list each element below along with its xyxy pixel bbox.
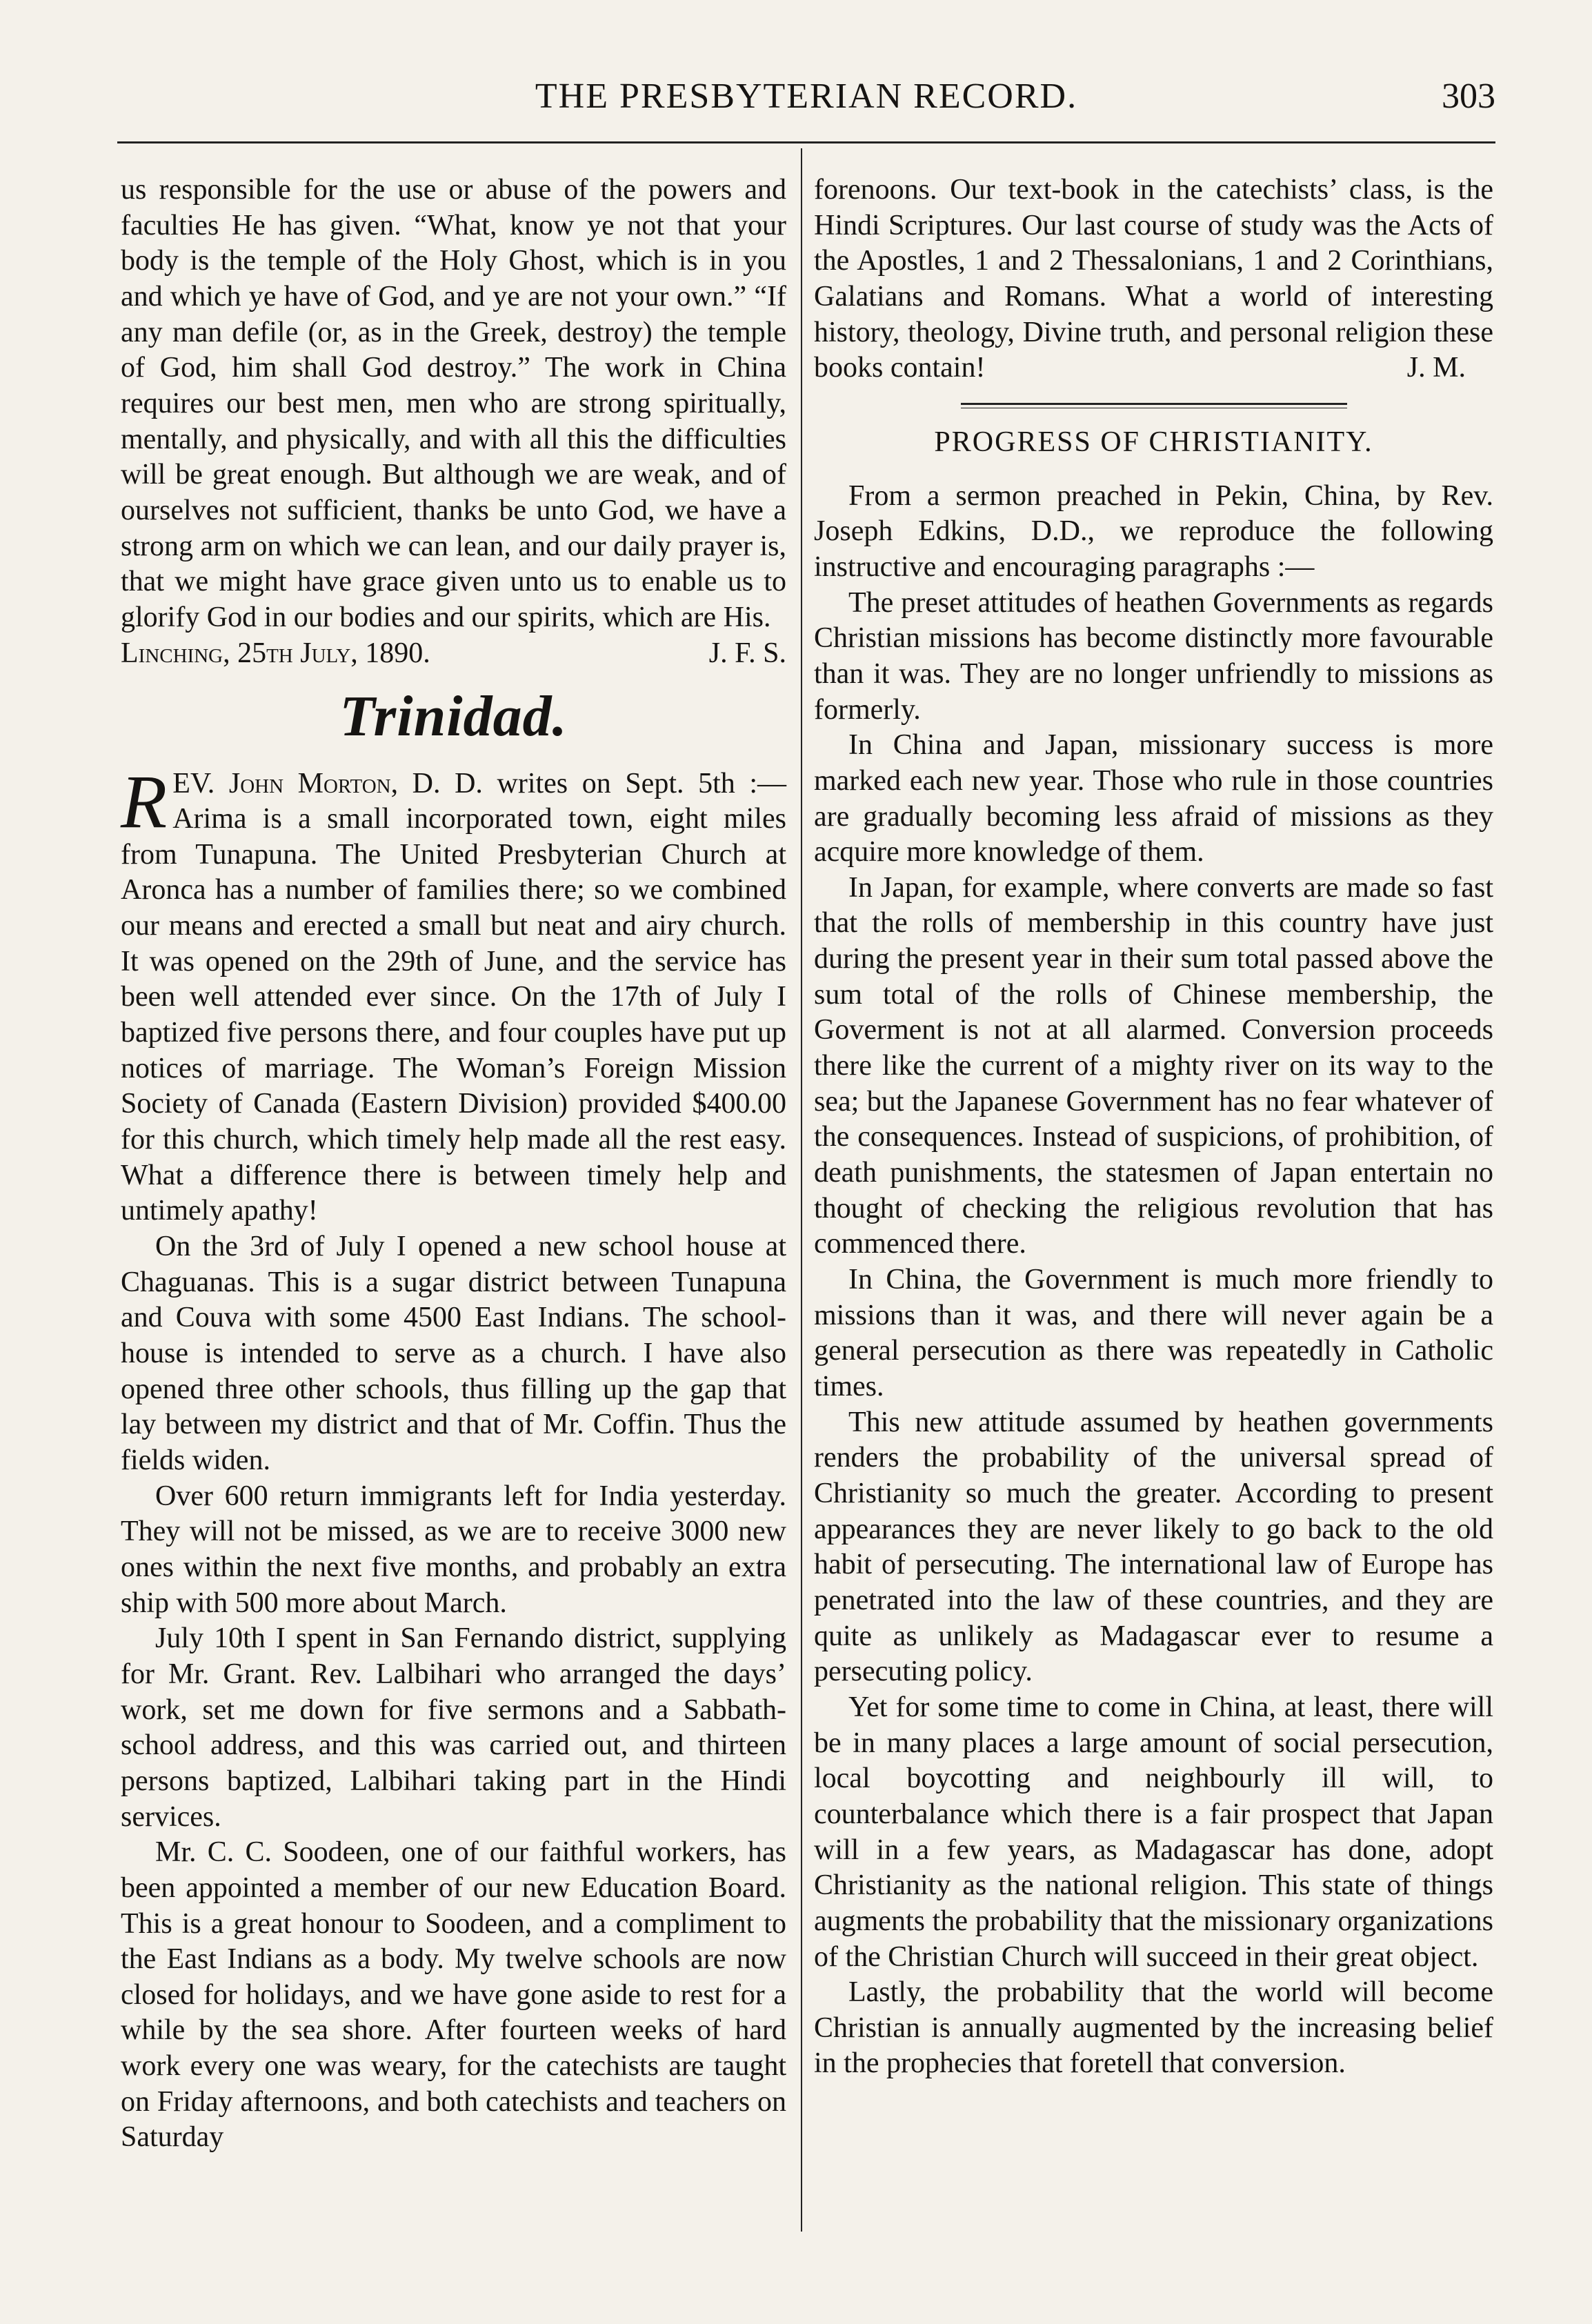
signature-line (121, 636, 786, 672)
right-continued-paragraph (814, 172, 1493, 386)
progress-heading: PROGRESS OF CHRISTIANITY. (934, 426, 1373, 458)
trinidad-author: EV. John Morton, (172, 767, 399, 800)
trinidad-paragraph-3: Over 600 return immigrants left for India yesterday. They will not be missed, as we are to receive 3000 new ones within the next five months, and probably an extra ship with 500 more about March. (121, 1480, 786, 1619)
left-column (121, 172, 786, 2156)
signature-place: Linching, 25th July, 1890. (121, 637, 430, 669)
progress-paragraph-3: In Japan, for example, where converts are made so fast that the rolls of membership in this country have just during the present year in their sum total passed above the sum total of the rolls of Chinese membership, the Goverment is not at all alarmed. Conversion proceeds there like the current of a mighty river on its way to the sea; but the Japanese Government has no fear whatever of the consequences. Instead of suspicions, of prohibition, of death punishments, the statesmen of Japan entertain no thought of checking the religious revolution that has commenced there. (814, 871, 1493, 1260)
right-continued-text: forenoons. Our text-book in the catechists’ class, is the Hindi Scriptures. Our last course of study was the Acts of the Apostles, 1 and 2 Thessalonians, 1 and 2 Corinthians, Galatians and Romans. What a world of interesting history, theology, Divine truth, and personal religion these books contain! (814, 174, 1493, 384)
header-rule (117, 141, 1495, 143)
progress-paragraph-2: In China and Japan, missionary success is more marked each new year. Those who rule in those countries are gradually becoming less afraid of missions as they acquire more knowledge of them. (814, 729, 1493, 868)
trinidad-paragraph-1-text: D. D. writes on Sept. 5th :—Arima is a small incorporated town, eight miles from Tunapuna. The United Presbyterian Church at Aronca has a number of families there; so we combined our means and erected a small but neat and airy church. It was opened on the 29th of June, and the service has been well attended ever since. On the 17th of July I baptized five persons there, and four couples have put up notices of marriage. The Woman’s Foreign Mission Society of Canada (Eastern Division) provided $400.00 for this church, which timely help made all the rest easy. What a difference there is between timely help and untimely apathy! (121, 767, 786, 1227)
page-number: 303 (1442, 77, 1495, 116)
progress-intro: From a sermon preached in Pekin, China, by Rev. Joseph Edkins, D.D., we reproduce the following instructive and encouraging paragraphs :— (814, 479, 1493, 583)
progress-paragraph-5: This new attitude assumed by heathen governments renders the probability of the universal spread of Christianity so much the greater. According to present appearances they are never likely to go back to the old habit of persecuting. The international law of Europe has penetrated into the law of these countries, and they are quite as unlikely as Madagascar ever to resume a persecuting policy. (814, 1406, 1493, 1688)
continued-paragraph: us responsible for the use or abuse of the powers and faculties He has given. “What, know ye not that your body is the temple of the Holy Ghost, which is in you and which ye have of God, and ye are not your own.” “If any man defile (or, as in the Greek, destroy) the temple of God, him shall God destroy.” The work in China requires our best men, men who are strong spiritually, mentally, and physically, and with all this the difficulties will be great enough. But although we are weak, and of ourselves not sufficient, thanks be unto God, we have a strong arm on which we can lean, and our daily prayer is, that we might have grace given unto us to enable us to glorify God in our bodies and our spirits, which are His. (121, 174, 786, 633)
page-header (117, 76, 1495, 131)
right-continued-signature: J. M. (1406, 352, 1466, 384)
progress-paragraph-1: The preset attitudes of heathen Governments as regards Christian missions has become distinctly more favourable than it was. They are no longer unfriendly to missions as formerly. (814, 586, 1493, 726)
trinidad-paragraph-4: July 10th I spent in San Fernando district, supplying for Mr. Grant. Rev. Lalbihari who arranged the days’ work, set me down for five sermons and a Sabbath-school address, and this was carried out, and thirteen persons baptized, Lalbihari taking part in the Hindi services. (121, 1622, 786, 1833)
trinidad-paragraph-2: On the 3rd of July I opened a new school house at Chaguanas. This is a sugar district between Tunapuna and Couva with some 4500 East Indians. The school-house is intended to serve as a church. I have also opened three other schools, thus filling up the gap that lay between my district and that of Mr. Coffin. Thus the fields widen. (121, 1231, 786, 1476)
column-divider (801, 148, 802, 2232)
progress-paragraph-4: In China, the Government is much more friendly to missions than it was, and there will never again be a general persecution as there was repeatedly in Catholic times. (814, 1264, 1493, 1402)
drop-cap: R (121, 759, 168, 844)
journal-title: THE PRESBYTERIAN RECORD. (535, 77, 1078, 116)
trinidad-paragraph-5: Mr. C. C. Soodeen, one of our faithful workers, has been appointed a member of our new Education Board. This is a great honour to Soodeen, and a compliment to the East Indians as a body. My twelve schools are now closed for holidays, and we have gone aside to rest for a while by the sea shore. After fourteen weeks of hard work every one was weary, for the catechists are taught on Friday afternoons, and both catechists and teachers on Saturday (121, 1836, 786, 2154)
signature-initials: J. F. S. (708, 637, 786, 669)
trinidad-heading: Trinidad. (339, 684, 568, 749)
progress-paragraph-6: Yet for some time to come in China, at least, there will be in many places a large amount of social persecution, local boycotting and neighbourly ill will, to counterbalance which there is a fair prospect that Japan will in a few years, as Madagascar has done, adopt Christianity as the national religion. This state of things augments the probability that the missionary organizations of the Christian Church will succeed in their great object. (814, 1691, 1493, 1973)
progress-paragraph-7: Lastly, the probability that the world will become Christian is annually augmented by the increasing belief in the prophecies that foretell that conversion. (814, 1976, 1493, 2080)
trinidad-paragraph-1 (121, 759, 786, 1230)
right-column (814, 172, 1493, 2082)
section-rule (961, 403, 1347, 408)
